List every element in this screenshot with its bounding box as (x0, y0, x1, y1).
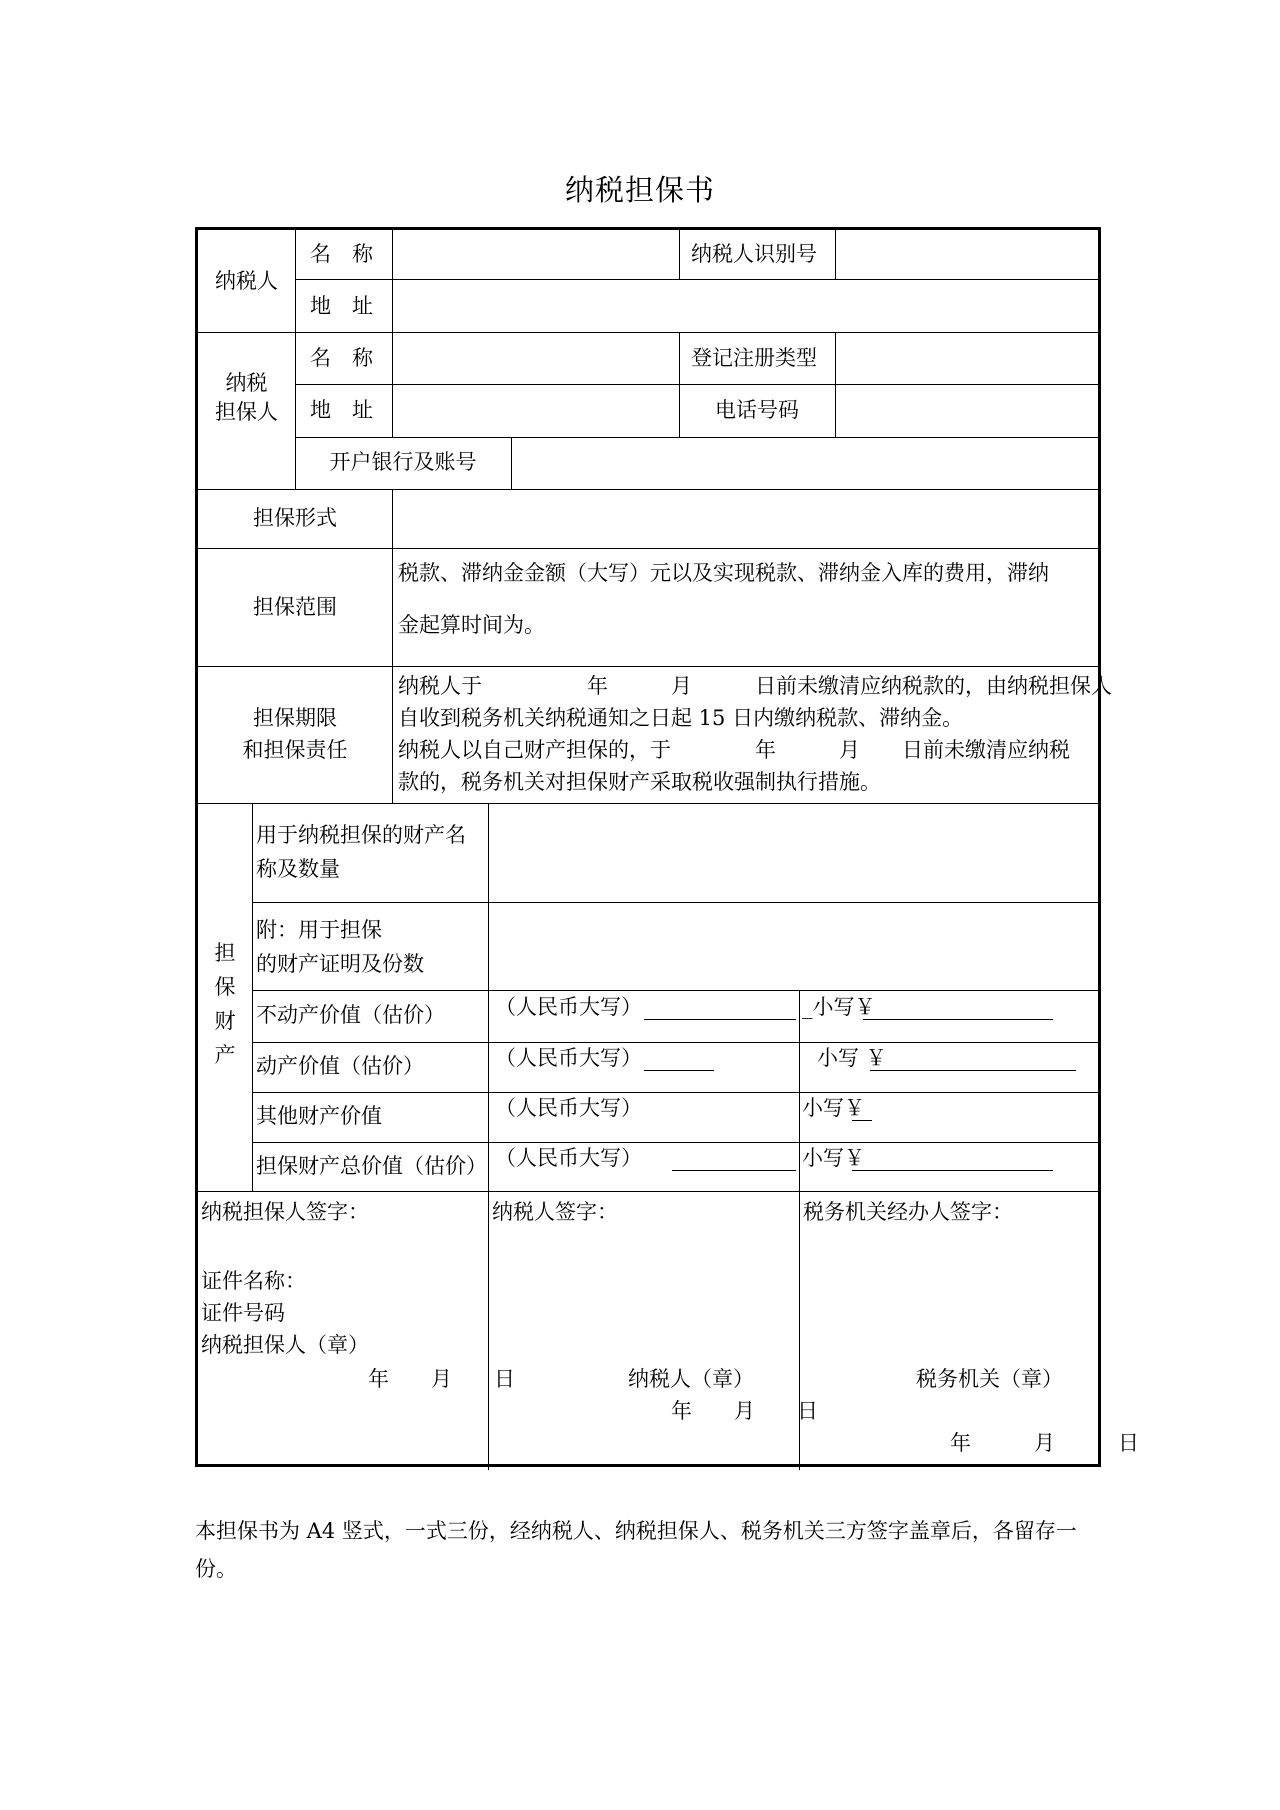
guarantor-sign-label: 纳税担保人签字： (201, 1200, 369, 1224)
col-divider (511, 437, 512, 489)
property-section-char: 产 (214, 1043, 236, 1067)
property-row-rmb-label: （人民币大写） (495, 1096, 642, 1120)
taxpayer-seal-label: 纳税人（章） (628, 1367, 754, 1391)
property-section-char: 财 (214, 1009, 236, 1033)
rmb-blank-line (644, 1070, 714, 1071)
row-divider (198, 489, 1101, 490)
id-number-label: 证件号码 (201, 1301, 285, 1325)
col-divider (392, 230, 393, 437)
col-divider (392, 489, 393, 803)
property-section-char: 担 (214, 941, 236, 965)
property-row-small-label: 小写 ￥ (817, 1046, 887, 1070)
guarantor-address-label: 地 址 (310, 398, 373, 422)
taxpayer-section-label: 纳税人 (215, 269, 278, 293)
guarantor-bank-label: 开户银行及账号 (329, 450, 477, 474)
taxpayer-name-label: 名 称 (310, 242, 373, 266)
guarantor-name-label: 名 称 (310, 346, 373, 370)
property-row-label: 其他财产价值 (256, 1104, 382, 1128)
col-divider (835, 230, 836, 279)
period-label-1: 担保期限 (253, 706, 337, 730)
row-divider (252, 902, 1101, 903)
row-divider (295, 384, 1101, 385)
property-row-rmb-label: （人民币大写） (495, 1146, 642, 1170)
small-blank-line (852, 1120, 872, 1121)
taxpayer-sign-label: 纳税人签字： (492, 1200, 618, 1224)
row-divider (198, 666, 1101, 667)
guarantor-seal-label: 纳税担保人（章） (201, 1333, 369, 1357)
property-row-rmb-label: （人民币大写） (495, 1046, 642, 1070)
col-divider (835, 332, 836, 437)
period-text-line-3: 纳税人以自己财产担保的，于 年 月 日前未缴清应纳税 (398, 738, 1070, 762)
rmb-blank-line (672, 1170, 796, 1171)
period-text-line-2: 自收到税务机关纳税通知之日起 15 日内缴纳税款、滞纳金。 (398, 706, 964, 730)
property-proof-label-1: 附：用于担保 (256, 918, 382, 942)
footnote: 本担保书为 A4 竖式，一式三份，经纳税人、纳税担保人、税务机关三方签字盖章后，各留存一份。 (195, 1519, 1077, 1581)
row-divider (198, 332, 1101, 333)
property-name-qty-label-2: 称及数量 (256, 857, 340, 881)
col-divider (679, 332, 680, 437)
guarantor-section-label-2: 担保人 (215, 400, 278, 424)
property-row-small-label: _小写￥ (802, 995, 876, 1019)
small-blank-line (852, 1170, 1053, 1171)
guarantor-section-label-1: 纳税 (225, 371, 268, 395)
property-row-small-label: 小写￥ (802, 1096, 865, 1120)
period-text-line-4: 款的，税务机关对担保财产采取税收强制执行措施。 (398, 770, 881, 794)
property-section-char: 保 (214, 975, 236, 999)
property-row-label: 担保财产总价值（估价） (256, 1154, 487, 1178)
col-divider (799, 990, 800, 1470)
row-divider (198, 1191, 1101, 1192)
col-divider (295, 230, 296, 489)
scope-label: 担保范围 (253, 595, 337, 619)
id-name-label: 证件名称： (201, 1269, 306, 1293)
period-label-2: 和担保责任 (242, 738, 348, 762)
property-proof-label-2: 的财产证明及份数 (256, 952, 424, 976)
page-title: 纳税担保书 (564, 173, 715, 207)
taxpayer-id-label: 纳税人识别号 (691, 242, 817, 266)
office-seal-label: 税务机关（章） (916, 1367, 1063, 1391)
scope-text-line-1: 税款、滞纳金金额（大写）元以及实现税款、滞纳金入库的费用，滞纳 (398, 561, 1049, 585)
row-divider (252, 1142, 1101, 1143)
row-divider (252, 1042, 1101, 1043)
property-name-qty-label-1: 用于纳税担保的财产名 (256, 823, 466, 847)
property-row-small-label: 小写￥ (802, 1146, 865, 1170)
guarantor-date-label: 年 月 日 (368, 1367, 515, 1391)
row-divider (295, 279, 1101, 280)
guarantor-phone-label: 电话号码 (715, 398, 799, 422)
row-divider (252, 1092, 1101, 1093)
scope-text-line-2: 金起算时间为。 (398, 613, 545, 637)
period-text-line-1: 纳税人于 年 月 日前未缴清应纳税款的，由纳税担保人 (398, 674, 1112, 698)
small-blank-line (870, 1070, 1076, 1071)
col-divider (252, 803, 253, 1191)
row-divider (295, 437, 1101, 438)
row-divider (252, 990, 1101, 991)
taxpayer-date-label: 年 月 日 (671, 1399, 818, 1423)
guarantee-form-label: 担保形式 (253, 506, 337, 530)
property-row-rmb-label: （人民币大写） (495, 995, 642, 1019)
row-divider (198, 548, 1101, 549)
property-row-label: 不动产价值（估价） (256, 1003, 445, 1027)
rmb-blank-line (644, 1019, 796, 1020)
guarantee-form (195, 227, 1139, 1467)
officer-sign-label: 税务机关经办人签字： (803, 1200, 1013, 1224)
col-divider (679, 230, 680, 279)
guarantor-reg-type-label: 登记注册类型 (691, 346, 817, 370)
small-blank-line (863, 1019, 1053, 1020)
property-row-label: 动产价值（估价） (256, 1054, 424, 1078)
taxpayer-address-label: 地 址 (310, 294, 373, 318)
office-date-label: 年 月 日 (950, 1431, 1139, 1455)
row-divider (198, 803, 1101, 804)
